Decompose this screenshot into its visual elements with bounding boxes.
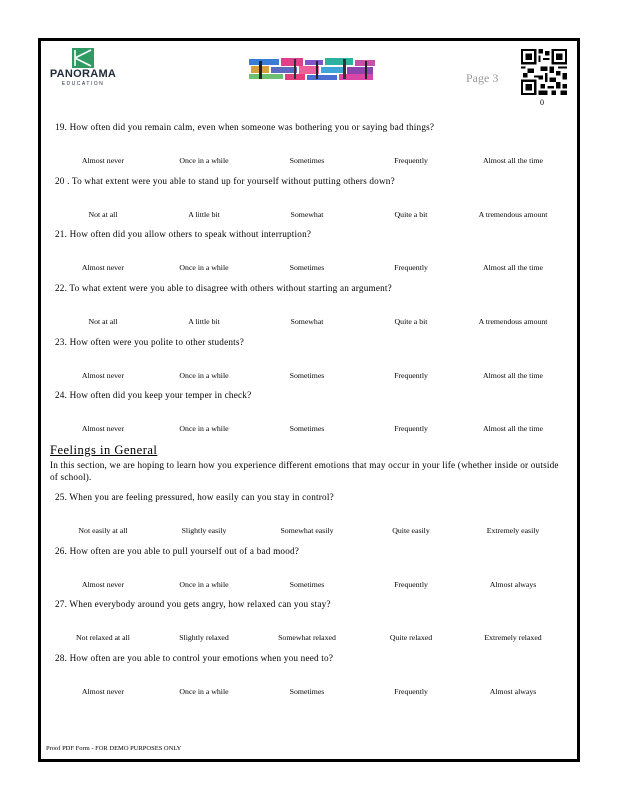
option-21-1[interactable]: Almost never <box>81 263 125 272</box>
option-24-4[interactable]: Frequently <box>394 424 428 433</box>
question-24: 24. How often did you keep your temper in check? <box>55 390 252 400</box>
option-20-4[interactable]: Quite a bit <box>394 210 428 219</box>
option-24-1[interactable]: Almost never <box>81 424 125 433</box>
option-22-2[interactable]: A little bit <box>188 317 220 326</box>
logo-subtitle: EDUCATION <box>61 81 105 87</box>
option-25-5[interactable]: Extremely easily <box>486 526 540 535</box>
option-23-1[interactable]: Almost never <box>81 371 125 380</box>
qr-caption: 0 <box>540 98 544 107</box>
option-19-1[interactable]: Almost never <box>81 156 125 165</box>
footer-note: Proof PDF Form - FOR DEMO PURPOSES ONLY <box>46 745 182 752</box>
option-20-2[interactable]: A little bit <box>188 210 220 219</box>
option-20-3[interactable]: Somewhat <box>290 210 324 219</box>
option-25-4[interactable]: Quite easily <box>392 526 430 535</box>
qr-code <box>521 49 567 95</box>
option-26-4[interactable]: Frequently <box>394 580 428 589</box>
option-21-3[interactable]: Sometimes <box>289 263 325 272</box>
option-23-2[interactable]: Once in a while <box>179 371 229 380</box>
option-22-4[interactable]: Quite a bit <box>394 317 428 326</box>
form-barcode <box>247 57 377 81</box>
question-21: 21. How often did you allow others to speak without interruption? <box>55 229 312 239</box>
question-22: 22. To what extent were you able to disagree with others without starting an argument? <box>55 283 392 293</box>
option-26-1[interactable]: Almost never <box>81 580 125 589</box>
option-27-1[interactable]: Not relaxed at all <box>76 633 130 642</box>
option-21-2[interactable]: Once in a while <box>179 263 229 272</box>
logo-name: PANORAMA <box>49 68 117 80</box>
option-26-3[interactable]: Sometimes <box>289 580 325 589</box>
option-19-3[interactable]: Sometimes <box>289 156 325 165</box>
option-19-2[interactable]: Once in a while <box>179 156 229 165</box>
option-27-2[interactable]: Slightly relaxed <box>179 633 229 642</box>
question-19: 19. How often did you remain calm, even when someone was bothering you or saying bad things? <box>55 122 435 132</box>
question-26: 26. How often are you able to pull yourself out of a bad mood? <box>55 546 300 556</box>
option-21-5[interactable]: Almost all the time <box>483 263 543 272</box>
option-22-3[interactable]: Somewhat <box>290 317 324 326</box>
option-25-1[interactable]: Not easily at all <box>78 526 128 535</box>
option-27-3[interactable]: Somewhat relaxed <box>278 633 336 642</box>
option-28-5[interactable]: Almost always <box>489 687 537 696</box>
option-25-3[interactable]: Somewhat easily <box>280 526 334 535</box>
option-25-2[interactable]: Slightly easily <box>181 526 227 535</box>
option-24-3[interactable]: Sometimes <box>289 424 325 433</box>
option-22-5[interactable]: A tremendous amount <box>478 317 548 326</box>
option-24-5[interactable]: Almost all the time <box>483 424 543 433</box>
question-23: 23. How often were you polite to other students? <box>55 337 244 347</box>
page-number: Page 3 <box>466 71 499 85</box>
option-23-4[interactable]: Frequently <box>394 371 428 380</box>
option-26-5[interactable]: Almost always <box>489 580 537 589</box>
option-28-3[interactable]: Sometimes <box>289 687 325 696</box>
option-20-1[interactable]: Not at all <box>88 210 118 219</box>
section-intro: In this section, we are hoping to learn how you experience different emotions that may occur in your life (whether inside or outside of school). <box>50 460 559 482</box>
option-24-2[interactable]: Once in a while <box>179 424 229 433</box>
option-28-2[interactable]: Once in a while <box>179 687 229 696</box>
panorama-logo <box>48 48 118 90</box>
option-28-1[interactable]: Almost never <box>81 687 125 696</box>
option-22-1[interactable]: Not at all <box>88 317 118 326</box>
section-title: Feelings in General <box>50 443 158 457</box>
option-19-4[interactable]: Frequently <box>394 156 428 165</box>
option-23-3[interactable]: Sometimes <box>289 371 325 380</box>
question-28: 28. How often are you able to control your emotions when you need to? <box>55 653 334 663</box>
question-25: 25. When you are feeling pressured, how easily can you stay in control? <box>55 492 334 502</box>
question-27: 27. When everybody around you gets angry, how relaxed can you stay? <box>55 599 331 609</box>
question-20: 20 . To what extent were you able to stand up for yourself without putting others down? <box>55 176 395 186</box>
option-28-4[interactable]: Frequently <box>394 687 428 696</box>
option-19-5[interactable]: Almost all the time <box>483 156 543 165</box>
option-21-4[interactable]: Frequently <box>394 263 428 272</box>
panorama-logo-icon <box>72 48 94 68</box>
option-23-5[interactable]: Almost all the time <box>483 371 543 380</box>
option-27-4[interactable]: Quite relaxed <box>389 633 433 642</box>
option-20-5[interactable]: A tremendous amount <box>478 210 548 219</box>
option-26-2[interactable]: Once in a while <box>179 580 229 589</box>
option-27-5[interactable]: Extremely relaxed <box>484 633 542 642</box>
